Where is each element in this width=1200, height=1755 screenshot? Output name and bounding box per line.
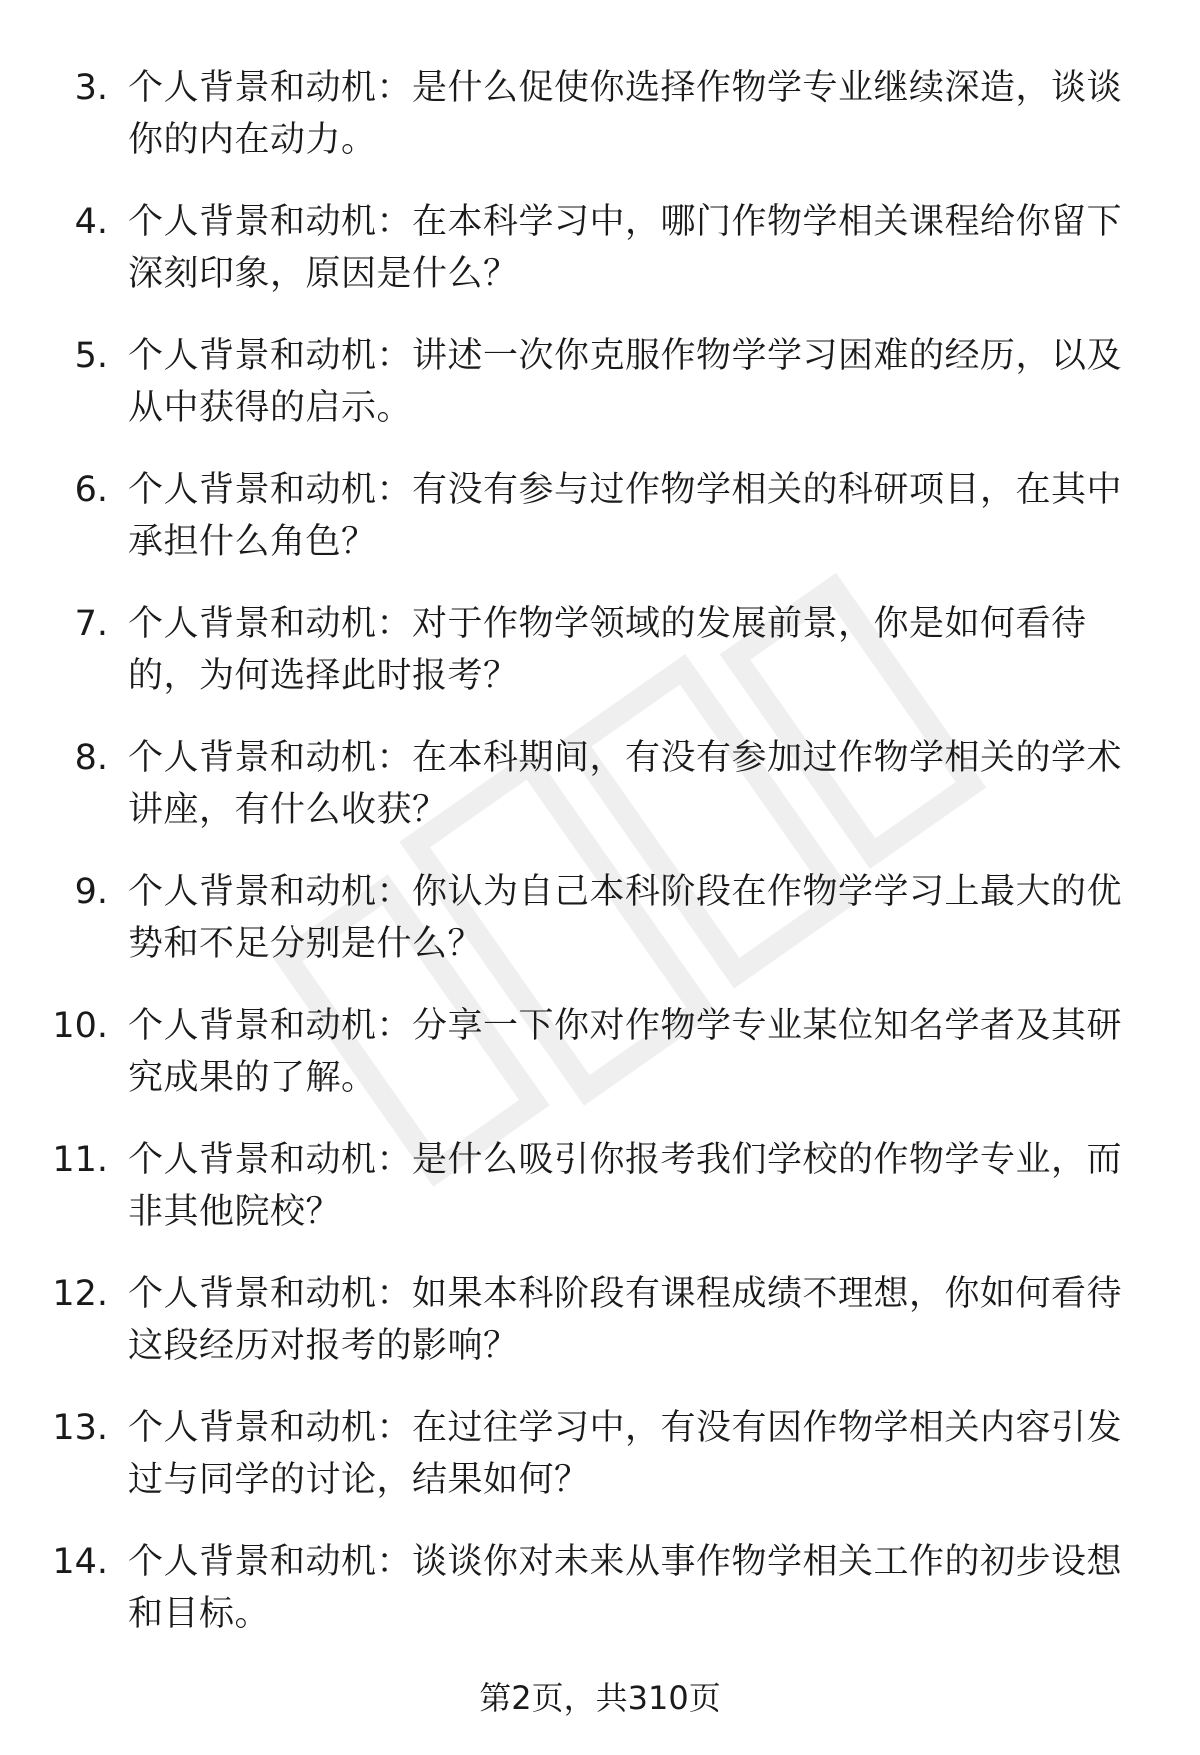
question-item (0, 1134, 1200, 1268)
question-item (0, 330, 1200, 464)
question-number: 14. (52, 1542, 108, 1582)
page-number-footer: 第2页，共310页 (479, 1679, 721, 1717)
question-list (0, 62, 1200, 1670)
question-number: 7. (74, 604, 108, 644)
question-number: 4. (74, 202, 108, 242)
question-text: 个人背景和动机：谈谈你对未来从事作物学相关工作的初步设想和目标。 (128, 1542, 1123, 1634)
question-item (0, 62, 1200, 196)
question-item (0, 1536, 1200, 1670)
question-item (0, 1268, 1200, 1402)
question-item (0, 196, 1200, 330)
question-item (0, 598, 1200, 732)
question-text: 个人背景和动机：是什么吸引你报考我们学校的作物学专业，而非其他院校？ (128, 1140, 1123, 1232)
question-number: 10. (52, 1006, 108, 1046)
question-number: 5. (74, 336, 108, 376)
question-item (0, 866, 1200, 1000)
question-number: 11. (52, 1140, 108, 1180)
question-number: 8. (74, 738, 108, 778)
question-number: 3. (74, 68, 108, 108)
question-number: 6. (74, 470, 108, 510)
question-text: 个人背景和动机：对于作物学领域的发展前景，你是如何看待的，为何选择此时报考？ (128, 604, 1087, 696)
question-text: 个人背景和动机：是什么促使你选择作物学专业继续深造，谈谈你的内在动力。 (128, 68, 1123, 160)
question-number: 12. (52, 1274, 108, 1314)
question-item (0, 1402, 1200, 1536)
question-number: 9. (74, 872, 108, 912)
question-item (0, 732, 1200, 866)
question-text: 个人背景和动机：分享一下你对作物学专业某位知名学者及其研究成果的了解。 (128, 1006, 1123, 1098)
question-text: 个人背景和动机：在本科期间，有没有参加过作物学相关的学术讲座，有什么收获？ (128, 738, 1123, 830)
question-number: 13. (52, 1408, 108, 1448)
question-text: 个人背景和动机：在本科学习中，哪门作物学相关课程给你留下深刻印象，原因是什么？ (128, 202, 1123, 294)
question-text: 个人背景和动机：你认为自己本科阶段在作物学学习上最大的优势和不足分别是什么？ (128, 872, 1123, 964)
question-text: 个人背景和动机：有没有参与过作物学相关的科研项目，在其中承担什么角色？ (128, 470, 1123, 562)
question-item (0, 464, 1200, 598)
question-text: 个人背景和动机：在过往学习中，有没有因作物学相关内容引发过与同学的讨论，结果如何？ (128, 1408, 1123, 1500)
question-text: 个人背景和动机：如果本科阶段有课程成绩不理想，你如何看待这段经历对报考的影响？ (128, 1274, 1123, 1366)
question-text: 个人背景和动机：讲述一次你克服作物学学习困难的经历，以及从中获得的启示。 (128, 336, 1123, 428)
question-item (0, 1000, 1200, 1134)
